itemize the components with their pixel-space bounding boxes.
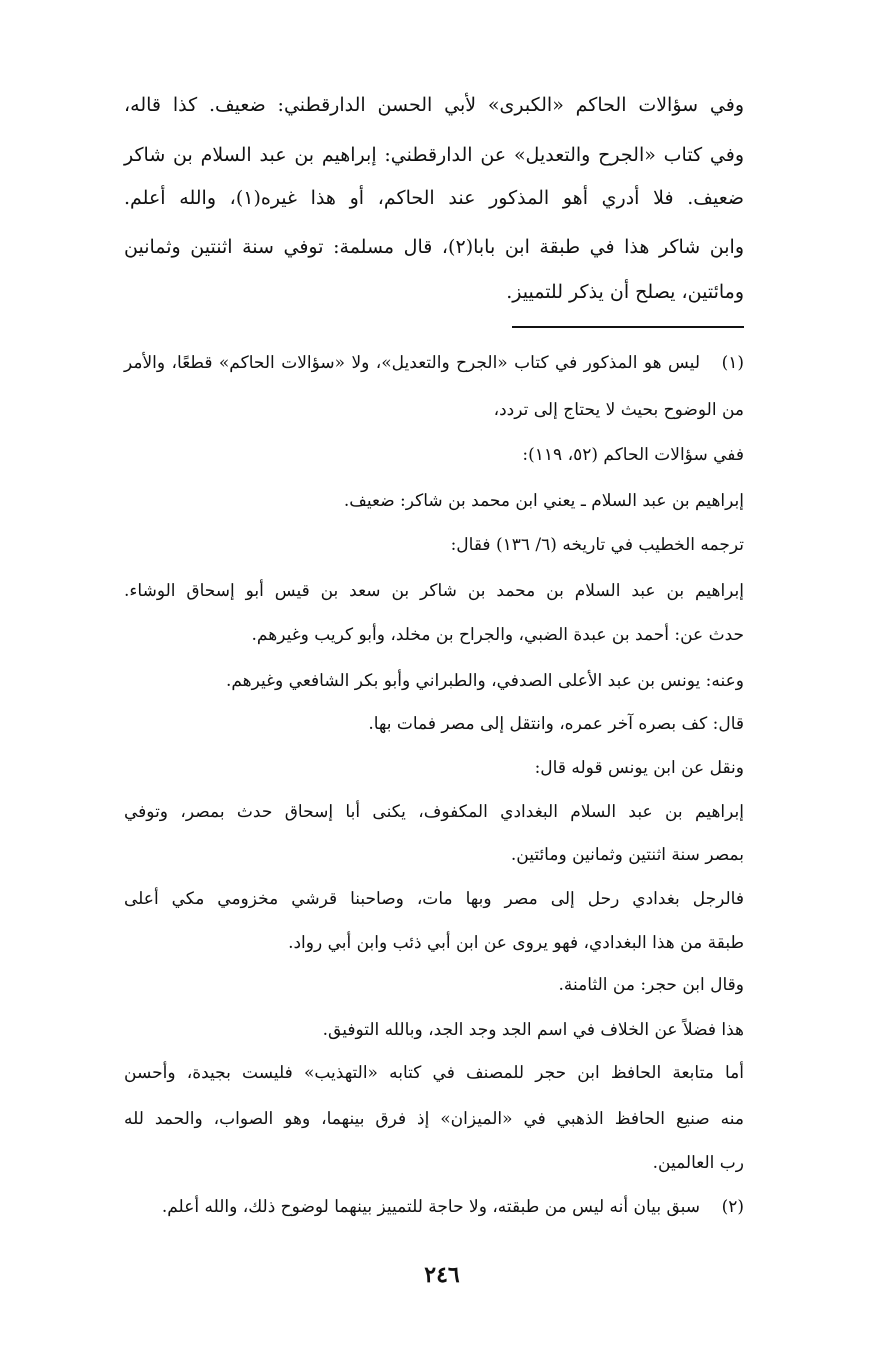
footnote-line: ففي سؤالات الحاكم (٥٢، ١١٩):: [522, 445, 744, 465]
footnote-line: فالرجل بغدادي رحل إلى مصر وبها مات، وصاحبنا قرشي مخزومي مكي أعلى: [124, 889, 744, 909]
main-line: وفي سؤالات الحاكم «الكبرى» لأبي الحسن الدارقطني: ضعيف. كذا قاله،: [124, 94, 744, 116]
footnote-line: من الوضوح بحيث لا يحتاج إلى تردد،: [493, 400, 744, 420]
footnote-text: ليس هو المذكور في كتاب «الجرح والتعديل»، ولا «سؤالات الحاكم» قطعًا، والأمر: [124, 353, 700, 373]
footnote-line: إبراهيم بن عبد السلام بن محمد بن شاكر بن سعد بن قيس أبو إسحاق الوشاء.: [124, 581, 744, 601]
footnote-line: أما متابعة الحافظ ابن حجر للمصنف في كتابه «التهذيب» فليست بجيدة، وأحسن: [124, 1063, 744, 1083]
footnote-separator: [512, 326, 744, 328]
page-number: ٢٤٦: [424, 1262, 460, 1288]
footnote-line: إبراهيم بن عبد السلام البغدادي المكفوف، يكنى أبا إسحاق حدث بمصر، وتوفي: [124, 802, 744, 822]
footnote-line: ترجمه الخطيب في تاريخه (٦/ ١٣٦) فقال:: [450, 535, 744, 555]
footnote-line: منه صنيع الحافظ الذهبي في «الميزان» إذ فرق بينهما، وهو الصواب، والحمد لله: [124, 1109, 744, 1129]
main-line: ومائتين، يصلح أن يذكر للتمييز.: [506, 281, 744, 303]
footnote-line: وقال ابن حجر: من الثامنة.: [558, 975, 744, 995]
footnote-2-marker: (٢): [721, 1197, 744, 1217]
footnote-1-first-line: [124, 348, 744, 378]
footnote-line: طبقة من هذا البغدادي، فهو يروى عن ابن أبي ذئب وابن أبي رواد.: [288, 933, 744, 953]
footnote-2: [124, 1192, 744, 1222]
footnote-line: إبراهيم بن عبد السلام ـ يعني ابن محمد بن شاكر: ضعيف.: [343, 491, 744, 511]
main-line: ضعيف. فلا أدري أهو المذكور عند الحاكم، أو هذا غيره(١)، والله أعلم.: [124, 187, 744, 209]
footnote-line: وعنه: يونس بن عبد الأعلى الصدفي، والطبراني وأبو بكر الشافعي وغيرهم.: [225, 671, 744, 691]
footnote-1-marker: (١): [721, 353, 744, 373]
footnote-line: رب العالمين.: [652, 1153, 744, 1173]
footnote-line: حدث عن: أحمد بن عبدة الضبي، والجراح بن مخلد، وأبو كريب وغيرهم.: [251, 625, 744, 645]
footnote-line: ونقل عن ابن يونس قوله قال:: [534, 758, 744, 778]
main-line: وفي كتاب «الجرح والتعديل» عن الدارقطني: إبراهيم بن عبد السلام بن شاكر: [124, 144, 744, 166]
footnote-text: سبق بيان أنه ليس من طبقته، ولا حاجة للتمييز بينهما لوضوح ذلك، والله أعلم.: [161, 1197, 700, 1217]
footnote-line: قال: كف بصره آخر عمره، وانتقل إلى مصر فمات بها.: [368, 714, 744, 734]
main-line: وابن شاكر هذا في طبقة ابن بابا(٢)، قال مسلمة: توفي سنة اثنتين وثمانين: [124, 236, 745, 258]
footnote-line: هذا فضلاً عن الخلاف في اسم الجد وجد الجد، وبالله التوفيق.: [322, 1020, 744, 1040]
footnote-line: بمصر سنة اثنتين وثمانين ومائتين.: [510, 845, 744, 865]
